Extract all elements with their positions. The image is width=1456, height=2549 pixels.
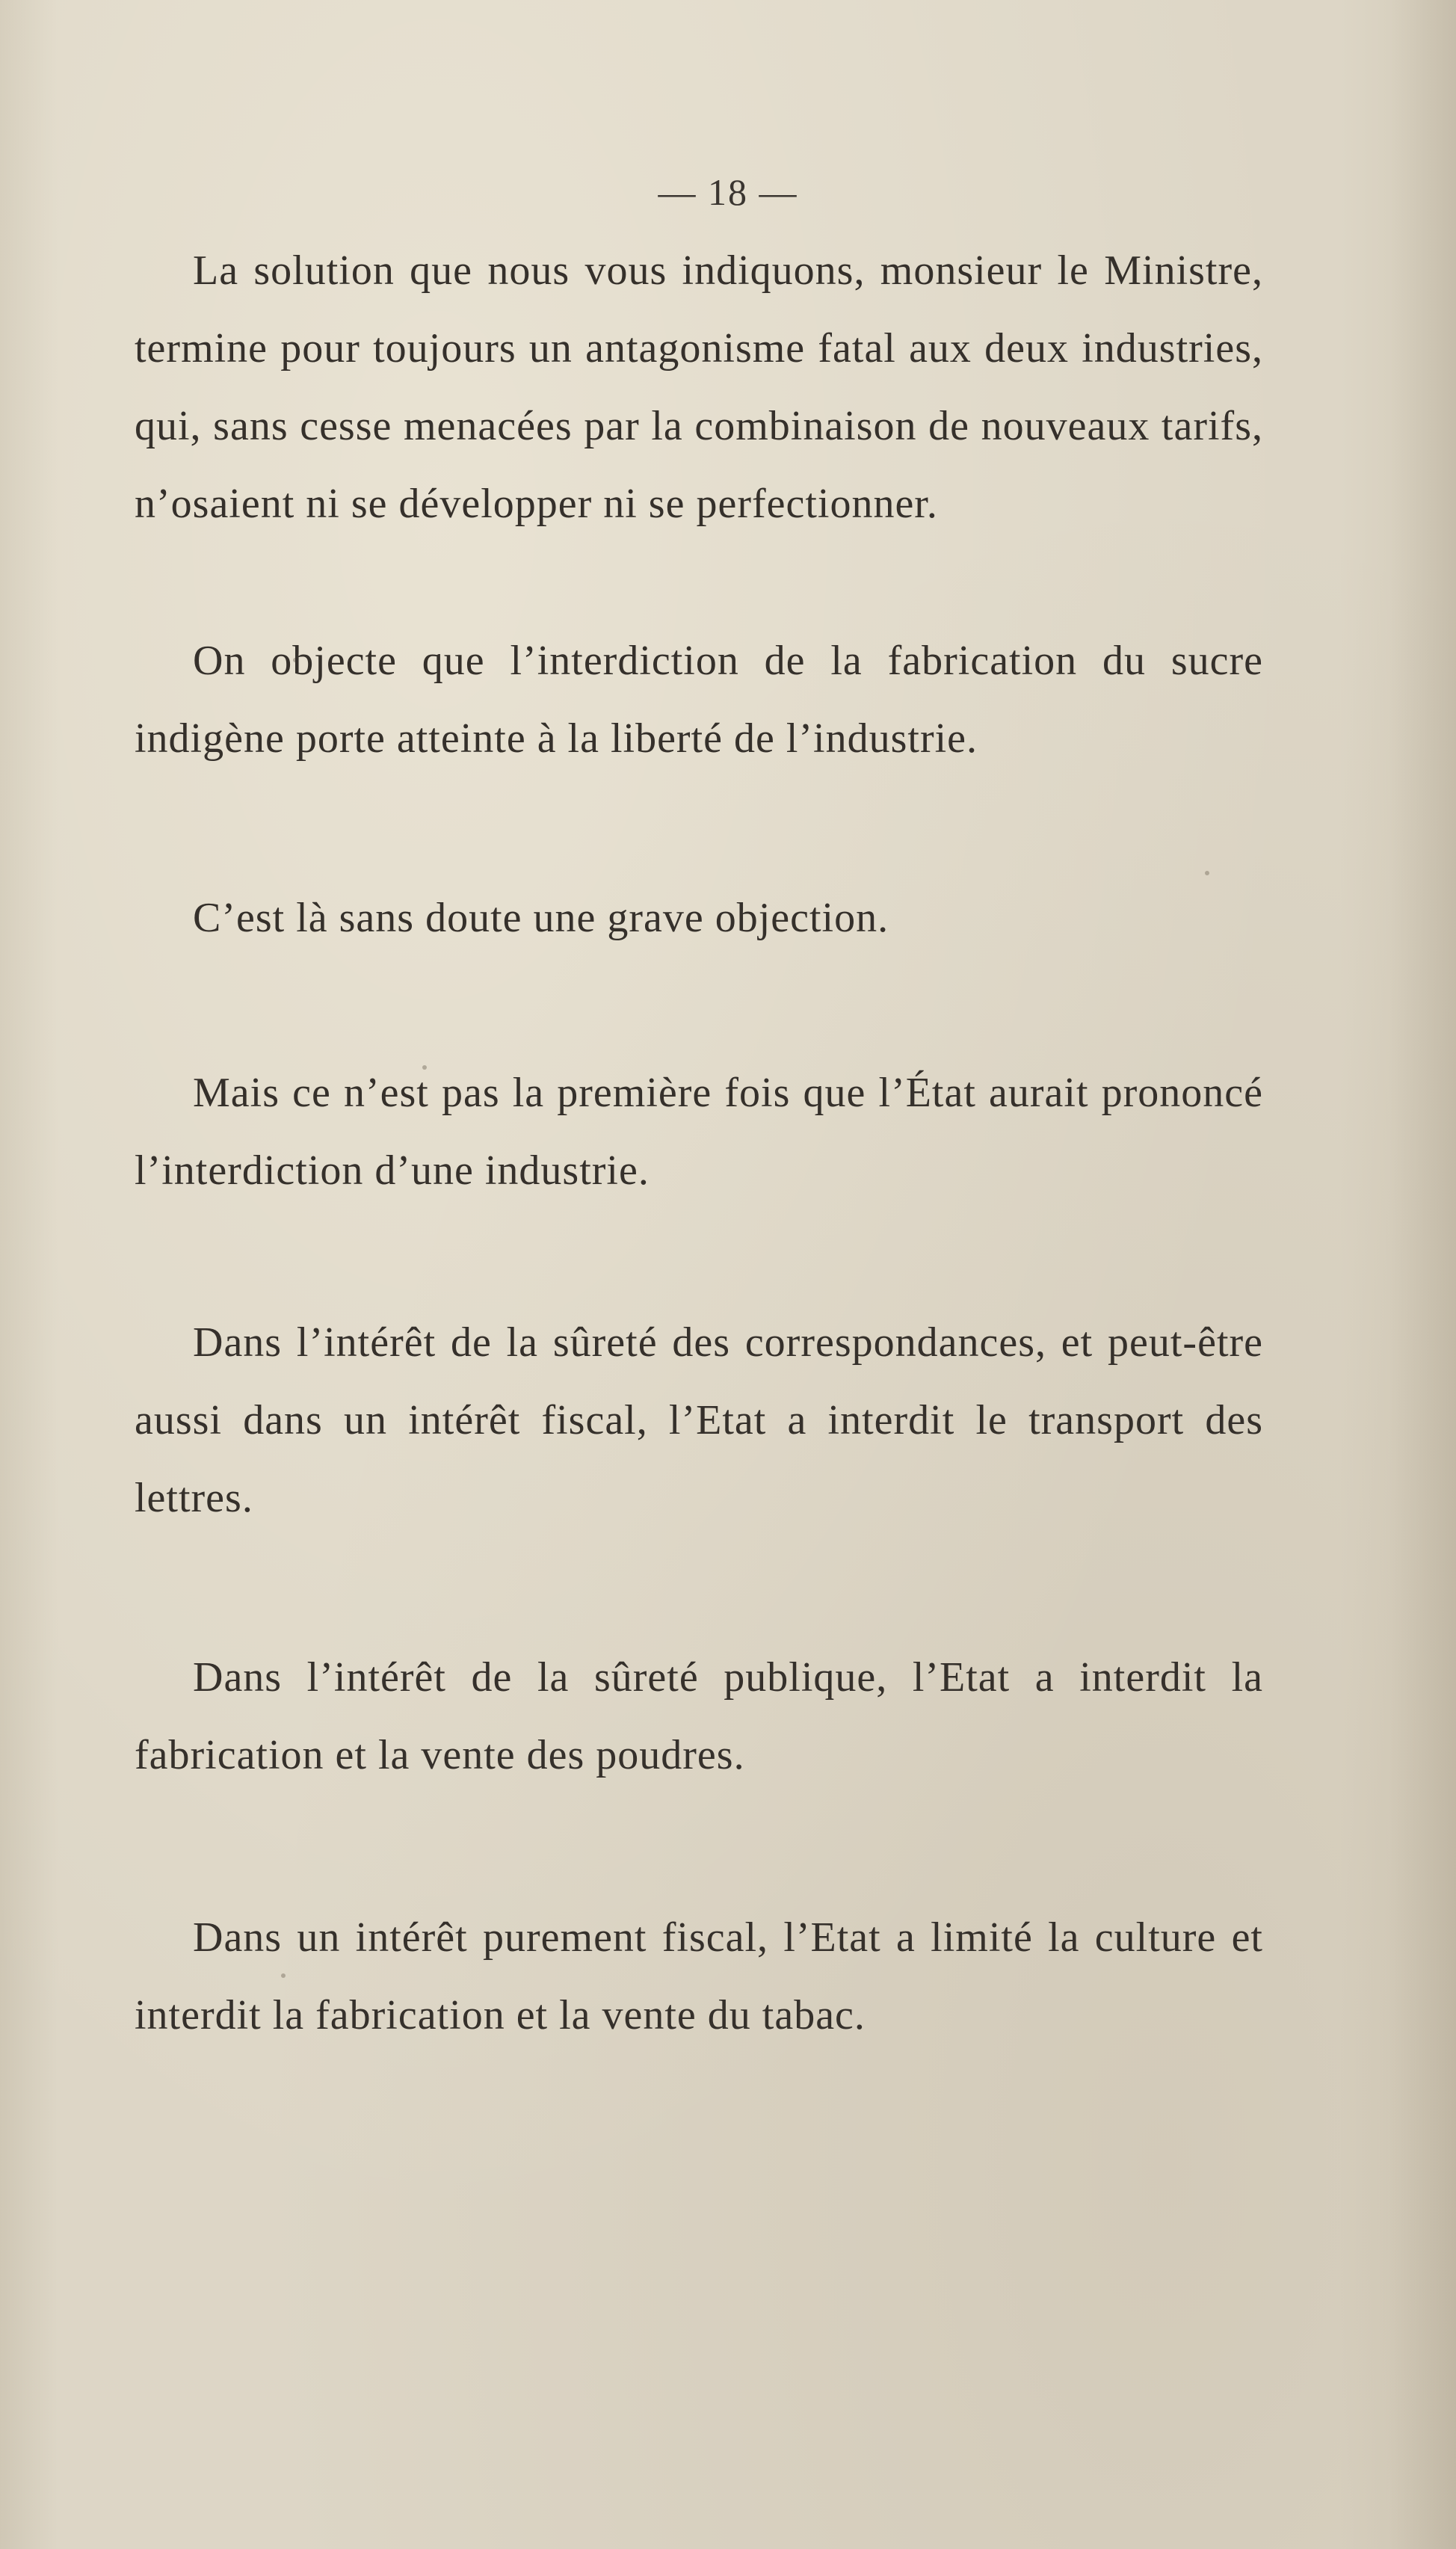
paragraph-3: C’est là sans doute une grave objection. [193,895,889,941]
paragraph-2: On objecte que l’interdiction de la fabrication du sucre indigène porte atteinte à la liberté de l’industrie. [135,638,1263,762]
paragraph-6: Dans l’intérêt de la sûreté publique, l’Etat a interdit la fabrication et la vente des poudres. [135,1654,1263,1778]
page-edge-shadow [1389,0,1456,2549]
paragraph-5: Dans l’intérêt de la sûreté des correspondances, et peut-être aussi dans un intérêt fiscal, l’Etat a interdit le transport des lettres. [135,1319,1263,1521]
paragraph-4: Mais ce n’est pas la première fois que l’État aurait prononcé l’interdiction d’une industrie. [135,1070,1263,1194]
paragraph-7: Dans un intérêt purement fiscal, l’Etat a limité la culture et interdit la fabrication et la vente du tabac. [135,1914,1263,2038]
page-body-text [135,232,1263,2054]
page-number: — 18 — [658,171,798,213]
paragraph-1: La solution que nous vous indiquons, monsieur le Ministre, termine pour toujours un antagonisme fatal aux deux industries, qui, sans cesse menacées par la combinaison de nouveaux tarifs, n’osaient ni se développer ni se perfectionner. [135,247,1263,527]
